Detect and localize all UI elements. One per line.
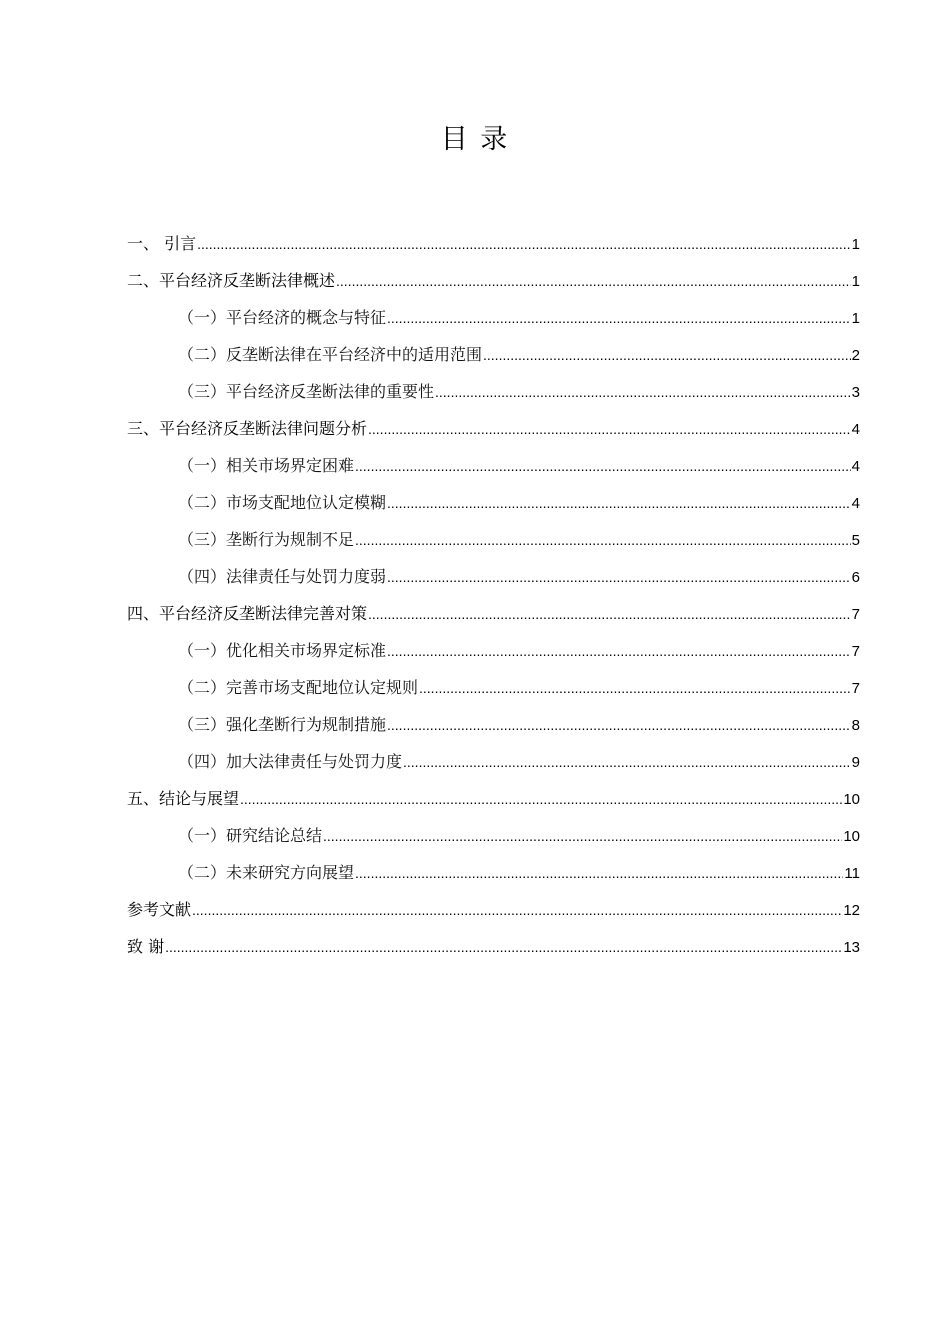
toc-entry[interactable] (127, 743, 860, 780)
toc-entry-text: （二）市场支配地位认定模糊 (178, 493, 387, 512)
toc-page-number: 1 (851, 273, 860, 290)
toc-page-number: 9 (851, 754, 860, 771)
toc-page-number: 10 (843, 828, 860, 845)
toc-entry[interactable] (127, 595, 860, 632)
toc-dot-leader (387, 633, 851, 670)
toc-entry[interactable] (127, 706, 860, 743)
toc-dot-leader (165, 929, 842, 966)
toc-page-number: 1 (851, 310, 860, 327)
toc-page-number: 6 (851, 569, 860, 586)
toc-entry-text: 三、平台经济反垄断法律问题分析 (127, 419, 368, 438)
toc-page-number: 12 (843, 902, 860, 919)
toc-entry[interactable] (127, 669, 860, 706)
toc-page-number: 7 (851, 606, 860, 623)
toc-entry-text: （一）优化相关市场界定标准 (178, 641, 387, 660)
toc-entry[interactable] (127, 854, 860, 891)
toc-page-number: 3 (851, 384, 860, 401)
toc-page-number: 4 (851, 495, 860, 512)
toc-dot-leader (387, 559, 851, 596)
toc-entry-text: （二）完善市场支配地位认定规则 (178, 678, 419, 697)
toc-entry[interactable] (127, 484, 860, 521)
toc-page-number: 7 (851, 680, 860, 697)
toc-entry[interactable] (127, 891, 860, 928)
toc-dot-leader (368, 596, 851, 633)
toc-entry-text: （一）研究结论总结 (178, 826, 323, 845)
toc-entry[interactable] (127, 225, 860, 262)
toc-entry[interactable] (127, 632, 860, 669)
toc-dot-leader (419, 670, 851, 707)
toc-entry[interactable] (127, 336, 860, 373)
toc-page-number: 11 (844, 865, 860, 882)
toc-entry-text: 二、平台经济反垄断法律概述 (127, 271, 336, 290)
toc-entry[interactable] (127, 780, 860, 817)
toc-entry[interactable] (127, 410, 860, 447)
toc-dot-leader (323, 818, 842, 855)
toc-entry-text: （一）平台经济的概念与特征 (178, 308, 387, 327)
toc-dot-leader (435, 374, 851, 411)
toc-page-number: 7 (851, 643, 860, 660)
toc-entry-text: 五、结论与展望 (127, 789, 240, 808)
toc-page-number: 4 (851, 421, 860, 438)
toc-dot-leader (240, 781, 842, 818)
toc-entry-text: 参考文献 (127, 900, 192, 919)
toc-entry-text: （三）强化垄断行为规制措施 (178, 715, 387, 734)
page-title: 目 录 (440, 124, 510, 155)
table-of-contents (127, 225, 860, 965)
toc-entry[interactable] (127, 558, 860, 595)
toc-entry[interactable] (127, 299, 860, 336)
toc-dot-leader (192, 892, 842, 929)
toc-dot-leader (403, 744, 851, 781)
toc-entry-text: （二）反垄断法律在平台经济中的适用范围 (178, 345, 483, 364)
toc-entry[interactable] (127, 521, 860, 558)
toc-dot-leader (387, 300, 851, 337)
toc-entry-text: （四）加大法律责任与处罚力度 (178, 752, 403, 771)
toc-entry-text: （三）平台经济反垄断法律的重要性 (178, 382, 435, 401)
toc-entry[interactable] (127, 447, 860, 484)
toc-entry-text: （二）未来研究方向展望 (178, 863, 355, 882)
toc-entry[interactable] (127, 262, 860, 299)
toc-page-number: 2 (851, 347, 860, 364)
toc-entry-text: 一、 引言 (127, 234, 197, 253)
toc-dot-leader (355, 448, 851, 485)
toc-page-number: 1 (851, 236, 860, 253)
toc-entry[interactable] (127, 373, 860, 410)
toc-entry[interactable] (127, 817, 860, 854)
toc-entry-text: （三）垄断行为规制不足 (178, 530, 355, 549)
toc-dot-leader (355, 522, 851, 559)
toc-page-number: 10 (843, 791, 860, 808)
toc-page-number: 4 (851, 458, 860, 475)
toc-entry-text: 致 谢 (127, 937, 165, 956)
toc-dot-leader (355, 855, 843, 892)
toc-entry[interactable] (127, 928, 860, 965)
toc-dot-leader (387, 485, 851, 522)
toc-dot-leader (483, 337, 851, 374)
toc-entry-text: 四、平台经济反垄断法律完善对策 (127, 604, 368, 623)
toc-entry-text: （一）相关市场界定困难 (178, 456, 355, 475)
toc-page-number: 13 (843, 939, 860, 956)
toc-page-number: 5 (851, 532, 860, 549)
toc-entry-text: （四）法律责任与处罚力度弱 (178, 567, 387, 586)
toc-page-number: 8 (851, 717, 860, 734)
toc-dot-leader (387, 707, 851, 744)
toc-dot-leader (336, 263, 851, 300)
toc-dot-leader (197, 226, 851, 263)
toc-dot-leader (368, 411, 851, 448)
